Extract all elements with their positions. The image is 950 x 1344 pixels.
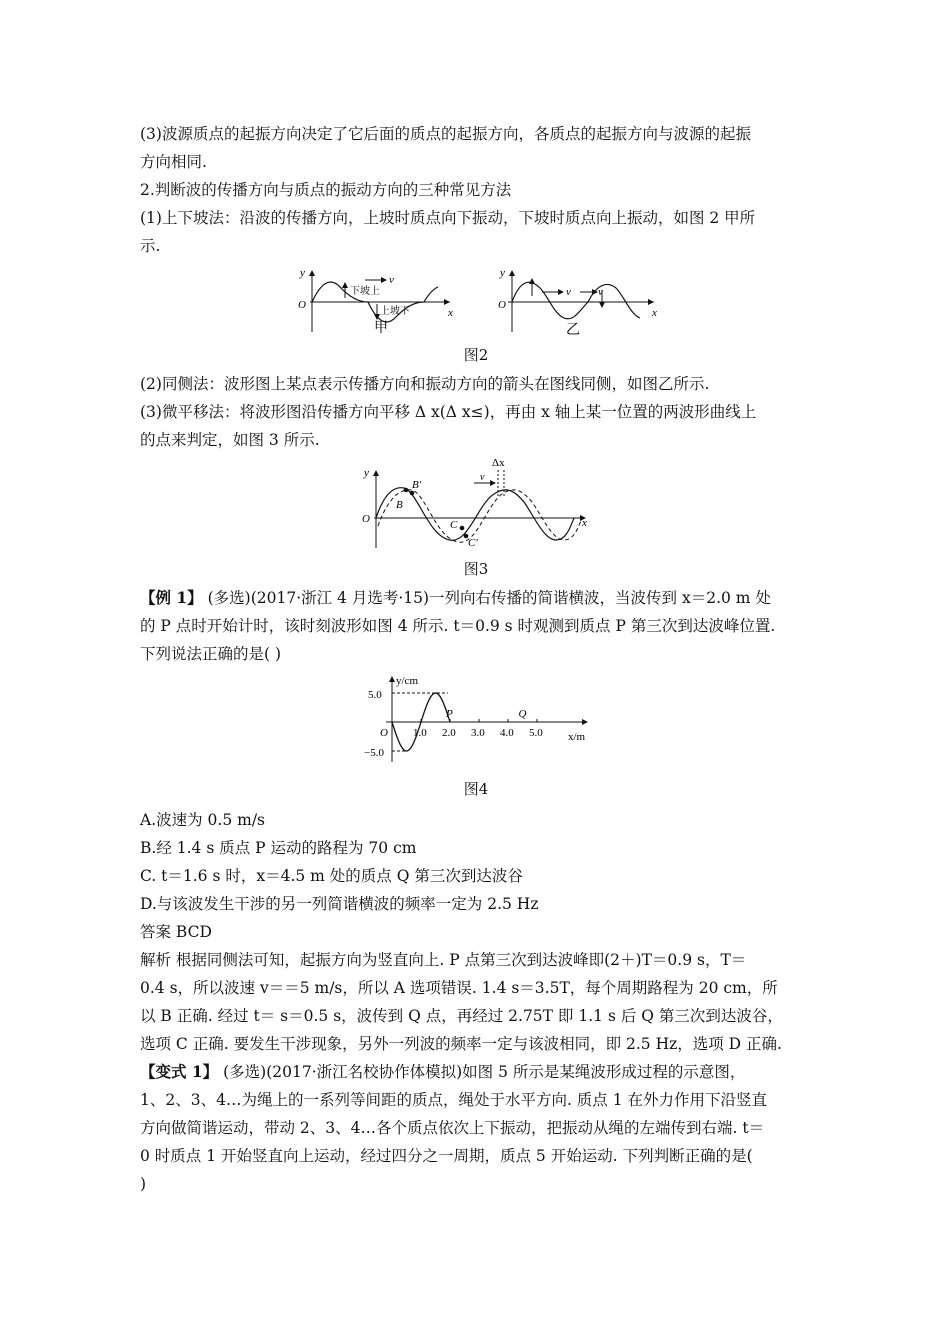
fig2-jia-x-label: x (448, 307, 453, 319)
figure-3-caption: 图3 (463, 560, 489, 578)
fig4-y-top-tick: 5.0 (368, 689, 382, 701)
fig2-yi-y-label: y (500, 267, 505, 279)
variant-1-line-4: 0 时质点 1 开始竖直向上运动，经过四分之一周期，质点 5 开始运动. 下列判断正确的是( (140, 1147, 753, 1165)
variant-1-tag: 【变式 1】 (140, 1062, 219, 1081)
fig2-jia-origin: O (298, 299, 306, 311)
analysis-line-1: 解析 根据同侧法可知，起振方向为竖直向上. P 点第三次到达波峰即(2＋)T＝0.9 s，T＝ (140, 951, 747, 969)
fig3-v: v (480, 472, 485, 483)
fig4-origin: O (380, 727, 388, 739)
section-heading-2: 2.判断波的传播方向与质点的振动方向的三种常见方法 (140, 181, 512, 199)
figure-2-caption: 图2 (463, 346, 489, 364)
method-3-line-2: 的点来判定，如图 3 所示. (140, 431, 320, 449)
example-1-line-1 (140, 584, 820, 612)
fig4-y-axis-label: y/cm (396, 675, 418, 687)
fig4-x-tick-label: 3.0 (471, 727, 485, 739)
analysis-line-4: 选项 C 正确. 要发生干涉现象，另外一列波的频率一定与该波相同，即 2.5 Hz，选项 D 正确. (140, 1035, 782, 1053)
fig3-point-c-prime: C′ (468, 537, 478, 549)
fig4-point-p: P (446, 708, 453, 720)
fig2-jia-y-label: y (300, 267, 305, 279)
option-a: A.波速为 0.5 m/s (140, 811, 265, 829)
method-1-line-1: (1)上下坡法：沿波的传播方向，上坡时质点向下振动，下坡时质点向上振动，如图 2 甲所 (140, 209, 756, 227)
option-b: B.经 1.4 s 质点 P 运动的路程为 70 cm (140, 839, 417, 857)
fig3-delta-x: Δx (492, 457, 505, 469)
option-c: C. t＝1.6 s 时，x＝4.5 m 处的质点 Q 第三次到达波谷 (140, 867, 523, 885)
method-1-line-2: 示. (140, 237, 161, 255)
fig3-point-b: B (396, 499, 403, 511)
figure-4-caption: 图4 (463, 780, 489, 798)
answer: 答案 BCD (140, 923, 212, 941)
example-1-line-2: 的 P 点时开始计时，该时刻波形如图 4 所示. t＝0.9 s 时观测到质点 P 第三次到达波峰位置. (140, 617, 776, 635)
fig2-yi-label: 乙 (566, 323, 580, 338)
option-d: D.与该波发生干涉的另一列简谐横波的频率一定为 2.5 Hz (140, 895, 539, 913)
fig2-yi-v-1: v (566, 286, 571, 298)
figure-2-jia (298, 267, 453, 336)
method-2: (2)同侧法：波形图上某点表示传播方向和振动方向的箭头在图线同侧，如图乙所示. (140, 375, 710, 393)
fig2-yi-origin: O (498, 299, 506, 311)
fig3-x-label: x (582, 517, 587, 529)
para-1-line-2: 方向相同. (140, 153, 207, 171)
fig4-x-tick-label: 4.0 (500, 727, 514, 739)
fig4-x-tick-label: 5.0 (529, 727, 543, 739)
example-1-line-1-text: (多选)(2017·浙江 4 月选考·15)一列向右传播的简谐横波，当波传到 x＝2.0 m 处 (202, 589, 771, 607)
figure-3 (356, 456, 596, 554)
analysis-line-3: 以 B 正确. 经过 t＝ s＝0.5 s，波传到 Q 点，再经过 2.75T 即 1.1 s 后 Q 第三次到达波谷， (140, 1007, 783, 1025)
fig2-jia-v: v (389, 274, 394, 286)
fig4-y-bottom-tick: −5.0 (364, 747, 384, 759)
figure-4-chart (356, 672, 596, 772)
fig3-origin: O (362, 513, 370, 525)
variant-1-line-1-text: (多选)(2017·浙江名校协作体模拟)如图 5 所示是某绳波形成过程的示意图， (218, 1063, 746, 1081)
example-1-tag: 【例 1】 (140, 588, 203, 607)
fig2-uphill-down-label: 上坡下 (380, 306, 410, 317)
example-1-line-3: 下列说法正确的是( ) (140, 645, 282, 663)
fig2-downhill-up-label: 下坡上 (350, 286, 380, 297)
fig2-jia-label: 甲 (374, 321, 388, 336)
variant-1-line-1 (140, 1058, 820, 1086)
variant-1-line-2: 1、2、3、4…为绳上的一系列等间距的质点，绳处于水平方向. 质点 1 在外力作用下沿竖直 (140, 1091, 768, 1109)
fig3-point-c: C (450, 519, 458, 531)
fig3-point-b-prime: B′ (412, 479, 422, 491)
fig2-yi-x-label: x (652, 307, 657, 319)
fig3-y-label: y (364, 467, 369, 479)
figure-2-yi (498, 267, 657, 338)
fig2-yi-v-2: v (598, 286, 603, 298)
fig4-x-tick-label: 2.0 (442, 727, 456, 739)
method-3-line-1: (3)微平移法：将波形图沿传播方向平移 Δ x(Δ x≤)，再由 x 轴上某一位置的两波形曲线上 (140, 403, 757, 421)
variant-1-line-5: ) (140, 1175, 147, 1193)
analysis-line-2: 0.4 s，所以波速 v＝＝5 m/s，所以 A 选项错误. 1.4 s＝3.5T，每个周期路程为 20 cm，所 (140, 979, 778, 997)
fig4-x-tick-label: 1.0 (413, 727, 427, 739)
figure-2 (290, 262, 670, 342)
variant-1-line-3: 方向做简谐运动，带动 2、3、4…各个质点依次上下振动，把振动从绳的左端传到右端. t＝ (140, 1119, 765, 1137)
fig4-x-axis-label: x/m (568, 731, 586, 743)
fig4-point-q: Q (518, 708, 527, 720)
para-1-line-1: (3)波源质点的起振方向决定了它后面的质点的起振方向，各质点的起振方向与波源的起振 (140, 125, 751, 143)
